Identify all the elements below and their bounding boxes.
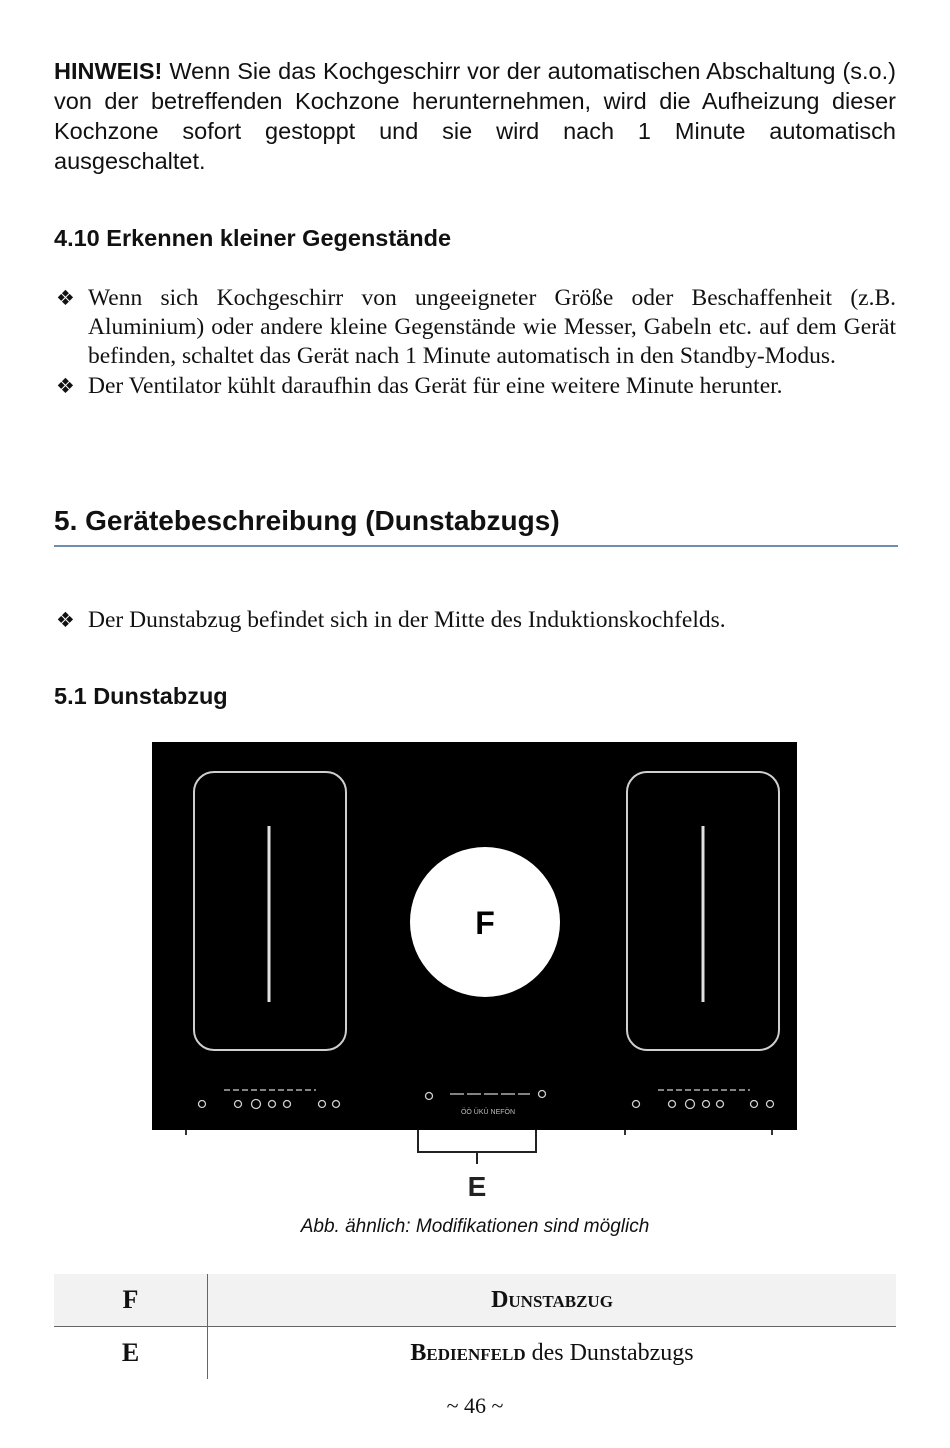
heading-rule (54, 545, 898, 547)
list-item (54, 284, 896, 371)
page-number: ~ 46 ~ (446, 1393, 504, 1418)
notice-text: Wenn Sie das Kochgeschirr vor der automatischen Abschaltung (s.o.) von der betreffenden Kochzone herunternehmen, wird die Aufheizung dieser Kochzone sofort gestoppt und sie wird nach 1 Minute automatisch ausgeschaltet. (54, 58, 896, 174)
legend-key: E (54, 1327, 208, 1380)
label-f: F (475, 905, 495, 941)
table-row (54, 1327, 896, 1380)
bullet-list-4-10 (54, 284, 896, 401)
table-row (54, 1274, 896, 1327)
notice-paragraph (54, 56, 896, 176)
diamond-bullet-icon: ❖ (56, 608, 75, 632)
diamond-bullet-icon: ❖ (56, 286, 75, 310)
cooktop-figure (150, 740, 800, 1210)
legend-value: Dunstabzug (208, 1274, 897, 1327)
legend-key: F (54, 1274, 208, 1327)
notice-label: HINWEIS! (54, 58, 163, 84)
list-item (54, 372, 896, 401)
list-item (54, 606, 896, 635)
legend-table (54, 1274, 896, 1379)
bullet-text: Der Dunstabzug befindet sich in der Mitte des Induktionskochfelds. (88, 607, 726, 633)
bullet-text: Wenn sich Kochgeschirr von ungeeigneter Größe oder Beschaffenheit (z.B. Aluminium) oder andere kleine Gegenstände wie Messer, Gabeln etc. auf dem Gerät befinden, schaltet das Gerät nach 1 Minute automatisch in den Standby-Modus. (88, 285, 896, 369)
heading-5-1: 5.1 Dunstabzug (54, 683, 228, 709)
bullet-list-5 (54, 606, 896, 635)
heading-4-10: 4.10 Erkennen kleiner Gegenstände (54, 225, 452, 251)
figure-caption: Abb. ähnlich: Modifikationen sind möglich (300, 1216, 650, 1237)
bullet-text: Der Ventilator kühlt daraufhin das Gerät für eine weitere Minute herunter. (88, 373, 783, 399)
panel-text: ÖÖ ÜKÜ NEFÖN (460, 1109, 516, 1116)
heading-5: 5. Gerätebeschreibung (Dunstabzugs) (54, 505, 560, 536)
label-e: E (467, 1171, 487, 1202)
diamond-bullet-icon: ❖ (56, 374, 75, 398)
control-bracket (418, 1130, 536, 1152)
legend-value: Bedienfeld des Dunstabzugs (410, 1339, 694, 1366)
